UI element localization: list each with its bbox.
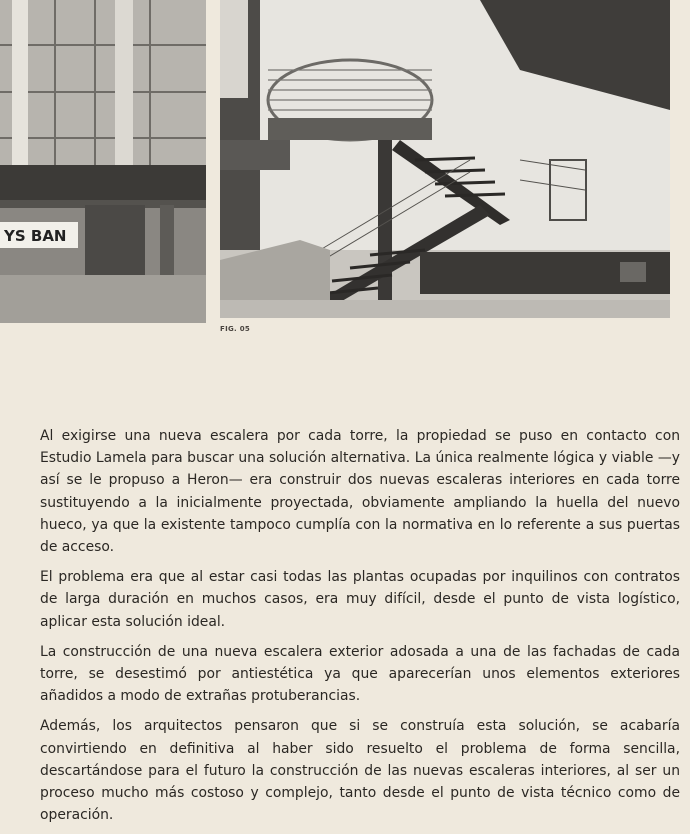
staircase-photo: [220, 0, 670, 318]
article-body: [40, 425, 680, 834]
paragraph: Al exigirse una nueva escalera por cada torre, la propiedad se puso en contacto con Estudio Lamela para buscar una solución alternativa. La única realmente lógica y viable —y así se le propuso a Heron— era construir dos nuevas escaleras interiores en cada torre sustituyendo a la inicialmente proyectada, obviamente ampliando la huella del nuevo hueco, ya que la existente tampoco cumplía con la normativa en lo referente a sus puertas de acceso.: [40, 428, 680, 556]
paragraph: La construcción de una nueva escalera exterior adosada a una de las fachadas de cada torre, se desestimó por antiestética ya que aparecerían unos elementos exteriores añadidos a modo de extrañas protuberancias.: [40, 643, 680, 705]
paragraph: Además, los arquitectos pensaron que si se construía esta solución, se acabaría convirtiendo en definitiva al haber sido resuelto el problema de forma sencilla, descartándose para el futuro la construcción de las nuevas escaleras interiores, al ser un proceso mucho más costoso y complejo, tanto desde el punto de vista técnico como de operación.: [40, 718, 680, 824]
figure-caption: FIG. 05: [220, 325, 251, 333]
paragraph: El problema era que al estar casi todas las plantas ocupadas por inquilinos con contratos de larga duración en muchos casos, era muy difícil, desde el punto de vista logístico, aplicar esta solución ideal.: [40, 569, 680, 630]
sign-text: YS BAN: [4, 227, 67, 245]
building-photo: [0, 0, 206, 323]
